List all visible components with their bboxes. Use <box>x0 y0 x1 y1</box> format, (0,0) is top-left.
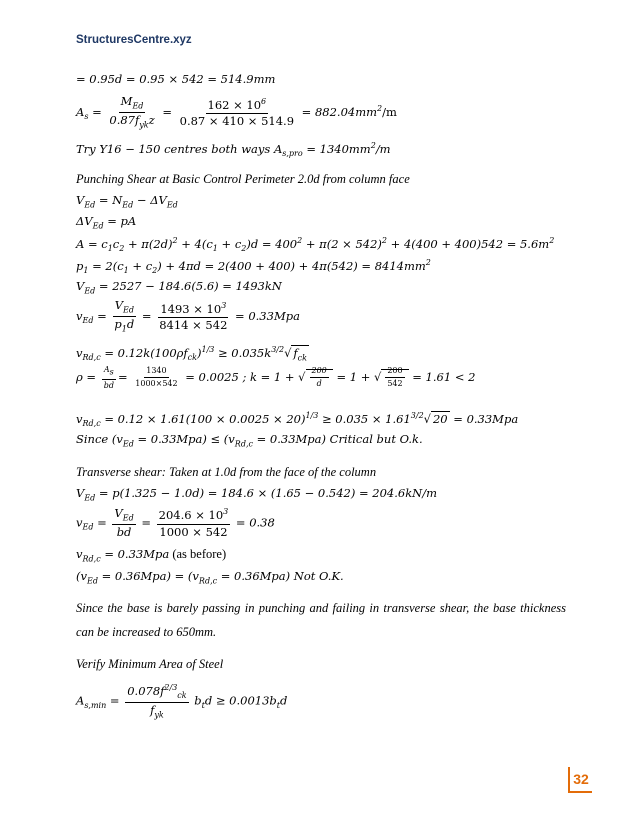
vrdc-calculation: $v_{Rd,c} = 0.12 \times 1.61(100 \times 0.0025 \times 20)^{1/3} \ge 0.035 \times 1.61^{3/2}√$ 20 = 0.33Mpa <box>76 411 519 429</box>
punching-check: Since $(v_{Ed} = 0.33Mpa) \le (v_{Rd,c} = 0.33Mpa)$ Critical but O.k. <box>76 432 423 449</box>
site-header: StructuresCentre.xyz <box>76 34 192 46</box>
as-required-equation: $A_s$ = $\frac{M_{Ed}}{0.87f_{yk}z}$ = $\frac{162 \times 10^6}{0.87 \times 410 \times 514.9}$ = $882.04mm^2/m$ <box>76 94 397 130</box>
transverse-vrdc: $v_{Rd,c} = 0.33Mpa$ (as before) <box>76 547 227 564</box>
min-steel-heading: Verify Minimum Area of Steel <box>76 657 224 671</box>
ved-value-equation: $V_{Ed} = 2527 - 184.6(5.6) = 1493kN$ <box>76 279 282 296</box>
rho-k-equation: ρ = $\frac{A_s}{bd}$ = $\frac{1340}{1000\times 542}$ = 0.0025 ; k = 1 + √ $\frac{200}{d}$ = 1 + √ $\frac{200}{542}$ = 1.61 < 2 <box>76 365 476 390</box>
conclusion-paragraph: Since the base is barely passing in punching and failing in transverse shear, the base thickness can be increased to 650mm. <box>76 601 566 639</box>
transverse-ved-equation: $V_{Ed} = p(1.325 - 1.0d) = 184.6 \times (1.65 - 0.542) = 204.6kN/m$ <box>76 486 438 503</box>
transverse-shear-heading: Transverse shear: Taken at 1.0d from the face of the column <box>76 465 377 479</box>
ved-definition: $V_{Ed} = N_{Ed} - \Delta V_{Ed}$ <box>76 193 178 210</box>
page-number: 32 <box>568 767 592 793</box>
punching-shear-heading: Punching Shear at Basic Control Perimeter 2.0d from column face <box>76 172 410 186</box>
vrdc-formula: $v_{Rd,c} = 0.12k(100\rho f_{ck})^{1/3} \ge 0.035k^{3/2}√$ $f_{ck}$ <box>76 345 307 363</box>
delta-ved-definition: $\Delta V_{Ed}$ = pA <box>76 214 137 231</box>
transverse-stress-equation: $v_{Ed}$ = $\frac{V_{Ed}}{bd}$ = $\frac{204.6 \times 10^3}{1000 \times 542}$ = 0.38 <box>76 506 275 540</box>
perimeter-equation: $p_1 = 2(c_1 + c_2) + 4\pi d = 2(400 + 400) + 4\pi(542) = 8414mm^2$ <box>76 258 431 276</box>
area-equation: $A = c_1c_2 + \pi(2d)^2 + 4(c_1 + c_2)d = 400^2 + \pi(2 \times 542)^2 + 4(400 + 400)542 = 5.6m^2$ <box>76 236 555 254</box>
lever-arm-equation: = 0.95d = 0.95 × 542 = 514.9mm <box>76 72 276 86</box>
min-steel-equation: $A_{s,min}$ = $\frac{0.078f^{2/3}_{ck}}{f_{yk}}$ $b_td \ge 0.0013b_td$ <box>76 683 288 720</box>
trial-bars-equation: Try Y16 − 150 centres both ways $A_{s,pro} = 1340mm^2/m$ <box>76 141 391 159</box>
shear-stress-equation: $v_{Ed}$ = $\frac{V_{Ed}}{p_1d}$ = $\frac{1493 \times 10^3}{8414 \times 542}$ = 0.33Mpa <box>76 298 300 334</box>
transverse-check: $(v_{Ed} = 0.36Mpa) = (v_{Rd,c} = 0.36Mpa)$ Not O.K. <box>76 569 344 586</box>
